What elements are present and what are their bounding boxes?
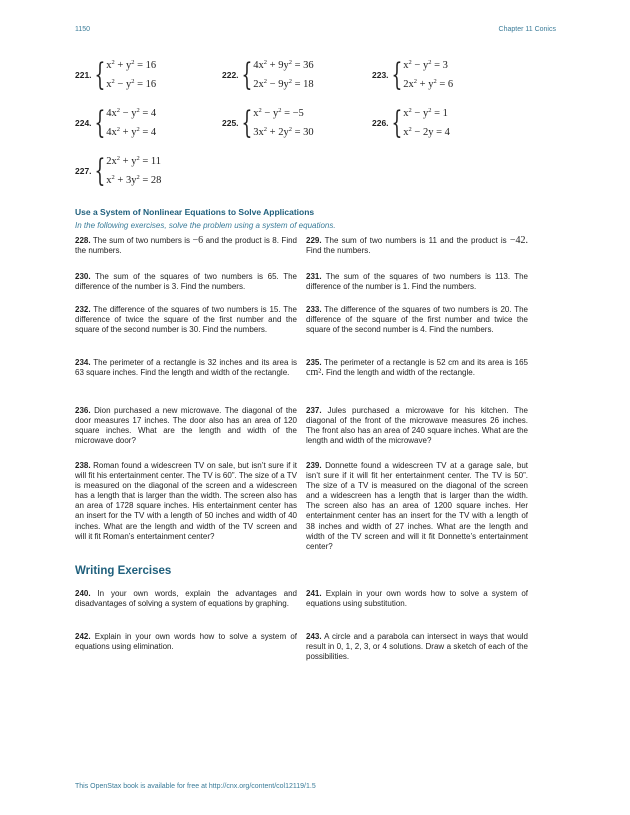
exercise-number: 228. xyxy=(75,236,91,245)
math-expression: −42. xyxy=(509,235,528,246)
equation-1: $4x^2 + 9y^2 = 36$ xyxy=(253,59,314,71)
problem-231 xyxy=(306,272,528,292)
equation-2: $x^2 - 2y = 4$ xyxy=(403,126,450,138)
exercise-number: 233. xyxy=(306,305,322,314)
systems-row-2 xyxy=(75,103,555,143)
system-227 xyxy=(75,151,161,191)
problem-233 xyxy=(306,305,528,335)
system-221 xyxy=(75,55,156,95)
problem-text: Explain in your own words how to solve a system of equations using substitution. xyxy=(306,589,528,609)
problem-242 xyxy=(75,632,297,652)
exercise-number: 238. xyxy=(75,461,91,470)
problem-text: The difference of the squares of two numbers is 15. The difference of twice the square of the first number and the square of the second number is 30. Find the numbers. xyxy=(75,305,297,335)
problem-228 xyxy=(75,236,297,256)
exercise-number: 237. xyxy=(306,406,322,415)
equation-2: $2x^2 + y^2 = 6$ xyxy=(403,78,454,90)
exercise-number: 231. xyxy=(306,272,322,281)
problem-text: Find the numbers. xyxy=(306,246,371,256)
equation-2: $4x^2 + y^2 = 4$ xyxy=(106,126,157,138)
section-heading: Use a System of Nonlinear Equations to Solve Applications xyxy=(75,207,315,217)
system-225 xyxy=(222,103,314,143)
problem-237 xyxy=(306,406,528,446)
problem-235 xyxy=(306,358,528,378)
exercise-number: 242. xyxy=(75,632,91,641)
problem-232 xyxy=(75,305,297,335)
problem-text: The perimeter of a rectangle is 32 inches and its area is 63 square inches. Find the length and width of the rectangle. xyxy=(75,358,298,378)
systems-row-1 xyxy=(75,55,555,95)
exercise-number: 234. xyxy=(75,358,91,367)
writing-exercises-heading: Writing Exercises xyxy=(75,565,172,577)
problem-234 xyxy=(75,358,297,378)
equation-1: $x^2 + y^2 = 16$ xyxy=(106,59,157,71)
problem-text: The sum of two numbers is 11 and the product is xyxy=(324,236,507,245)
exercise-number: 222. xyxy=(222,70,239,80)
brace-icon: { xyxy=(93,152,105,189)
brace-icon: { xyxy=(390,56,402,93)
problem-text: Donnette found a widescreen TV at a garage sale, but isn’t sure if it will fit her entertainment center. The TV is 50”. The size of a TV is measured on the diagonal of the screen and a widescreen has a length that is larger than the width. The screen also has an area of 1200 square inches. Her entertainment center has an insert for the TV with a length of 38 inches and width of 27 inches. What are the length and width of the TV screen and will it fit Donnette’s entertainment center? xyxy=(306,461,528,551)
equation-1: $2x^2 + y^2 = 11$ xyxy=(106,155,161,167)
problem-text: and the product is 8. Find the numbers. xyxy=(75,236,297,256)
problem-243 xyxy=(306,632,528,662)
problem-230 xyxy=(75,272,297,292)
equation-2: $x^2 - y^2 = 16$ xyxy=(106,78,157,90)
equation-2: $x^2 + 3y^2 = 28$ xyxy=(106,174,162,186)
brace-icon: { xyxy=(93,104,105,141)
problem-text: The sum of two numbers is xyxy=(92,236,191,245)
system-223 xyxy=(372,55,453,95)
problem-238 xyxy=(75,461,297,542)
exercise-number: 229. xyxy=(306,236,322,245)
exercise-number: 225. xyxy=(222,118,239,128)
problem-text: In your own words, explain the advantages and disadvantages of solving a system of equations by graphing. xyxy=(75,589,297,609)
exercise-number: 235. xyxy=(306,358,322,367)
system-222 xyxy=(222,55,314,95)
exercise-number: 243. xyxy=(306,632,322,641)
problem-text: The sum of the squares of two numbers is 65. The difference of the number is 3. Find the numbers. xyxy=(75,272,298,292)
brace-icon: { xyxy=(240,104,252,141)
problem-text: The sum of the squares of two numbers is 113. The difference of the number is 1. Find the numbers. xyxy=(306,272,528,292)
exercise-number: 227. xyxy=(75,166,92,176)
equation-2: $2x^2 - 9y^2 = 18$ xyxy=(253,78,314,90)
section-instructions: In the following exercises, solve the problem using a system of equations. xyxy=(75,221,336,230)
systems-row-3 xyxy=(75,151,555,191)
problem-239 xyxy=(306,461,528,552)
system-224 xyxy=(75,103,156,143)
equation-1: $x^2 - y^2 = 1$ xyxy=(403,107,448,119)
exercise-number: 232. xyxy=(75,305,91,314)
page-number: 1150 xyxy=(75,26,91,33)
math-expression: cm². xyxy=(306,367,324,379)
problem-229 xyxy=(306,236,528,256)
brace-icon: { xyxy=(240,56,252,93)
exercise-number: 239. xyxy=(306,461,322,470)
exercise-number: 230. xyxy=(75,272,91,281)
exercise-number: 226. xyxy=(372,118,389,128)
exercise-number: 241. xyxy=(306,589,322,598)
problem-236 xyxy=(75,406,297,446)
exercise-number: 221. xyxy=(75,70,92,80)
equation-2: $3x^2 + 2y^2 = 30$ xyxy=(253,126,314,138)
problem-241 xyxy=(306,589,528,609)
problem-text: Explain in your own words how to solve a system of equations using elimination. xyxy=(75,632,297,652)
exercise-number: 236. xyxy=(75,406,91,415)
problem-240 xyxy=(75,589,297,609)
equation-1: $x^2 - y^2 = 3$ xyxy=(403,59,448,71)
problem-text: Jules purchased a microwave for his kitchen. The diagonal of the front of the microwave measures 26 inches. The front also has an area of 240 square inches. What are the length and width of the microwave? xyxy=(306,406,528,446)
problem-text: The difference of the squares of two numbers is 20. The difference of the square of the first number and twice the square of the second number is 4. Find the numbers. xyxy=(306,305,528,335)
math-expression: −6 xyxy=(192,235,204,246)
exercise-number: 240. xyxy=(75,589,91,598)
exercise-number: 224. xyxy=(75,118,92,128)
problem-text: Roman found a widescreen TV on sale, but isn’t sure if it will fit his entertainment center. The TV is 60”. The size of a TV is measured on the diagonal of the screen and a widescreen has a length that is larger than the width. The screen also has an area of 1728 square inches. His entertainment center has an insert for the TV with a length of 50 inches and width of 40 inches. What are the length and width of the TV screen and will it fit Roman’s entertainment center? xyxy=(75,461,297,541)
brace-icon: { xyxy=(390,104,402,141)
problem-text: Find the length and width of the rectangle. xyxy=(325,368,475,378)
exercise-number: 223. xyxy=(372,70,389,80)
brace-icon: { xyxy=(93,56,105,93)
chapter-title: Chapter 11 Conics xyxy=(498,26,556,33)
problem-text: A circle and a parabola can intersect in ways that would result in 0, 1, 2, 3, or 4 solutions. Draw a sketch of each of the possibilities. xyxy=(306,632,528,662)
page-footer: This OpenStax book is available for free at http://cnx.org/content/col12119/1.5 xyxy=(75,783,316,790)
equation-1: $x^2 - y^2 = -5$ xyxy=(253,107,304,119)
equation-1: $4x^2 - y^2 = 4$ xyxy=(106,107,157,119)
problem-text: Dion purchased a new microwave. The diagonal of the door measures 17 inches. The door also has an area of 120 square inches. What are the length and width of the microwave door? xyxy=(75,406,297,446)
system-226 xyxy=(372,103,450,143)
problem-text: The perimeter of a rectangle is 52 cm and its area is 165 xyxy=(323,358,528,367)
